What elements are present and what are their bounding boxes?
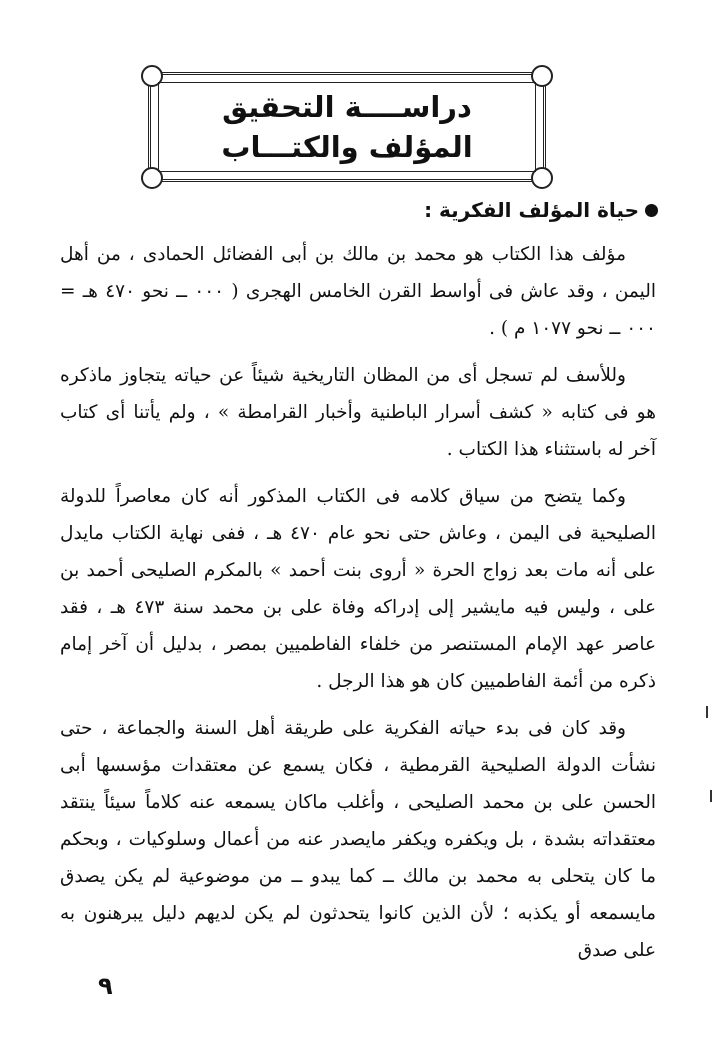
section-heading [424,198,658,222]
page-number: ٩ [98,972,113,1000]
page-title: دراســــة التحقيق [222,90,472,124]
title-frame [148,72,546,182]
scan-mark [710,790,712,802]
frame-ornament [531,65,553,87]
frame-ornament [141,167,163,189]
paragraph: وللأسف لم تسجل أى من المظان التاريخية شيئاً عن حياته يتجاوز ماذكره هو فى كتابه « كشف أسرار الباطنية وأخبار القرامطة » ، ولم يأتنا أى كتاب آخر له باستثناء هذا الكتاب . [60,365,656,460]
bullet-icon [645,204,658,217]
body-text [60,236,656,979]
paragraph: مؤلف هذا الكتاب هو محمد بن مالك بن أبى الفضائل الحمادى ، من أهل اليمن ، وقد عاش فى أواسط القرن الخامس الهجرى ( ٠٠٠ ــ نحو ٤٧٠ هـ = ٠٠٠ ــ نحو ١٠٧٧ م ) . [60,244,656,339]
scan-mark [706,706,708,718]
paragraph: وقد كان فى بدء حياته الفكرية على طريقة أهل السنة والجماعة ، حتى نشأت الدولة الصليحية القرمطية ، فكان يسمع عن معتقدات مؤسسها أبى الحسن على بن محمد الصليحى ، وأغلب ماكان يسمعه عنه كلاماً سيئاً ينتقد معتقداته بشدة ، بل ويكفره ويكفر مايصدر عنه من أعمال وسلوكيات ، وبحكم ما كان يتحلى به محمد بن مالك ــ كما يبدو ــ من موضوعية لم يكن يصدق مايسمعه أو يكذبه ؛ لأن الذين كانوا يتحدثون لم يكن لديهم دليل يبرهنون به على صدق [60,718,656,961]
frame-ornament [531,167,553,189]
section-heading-text: حياة المؤلف الفكرية : [424,198,639,222]
paragraph: وكما يتضح من سياق كلامه فى الكتاب المذكور أنه كان معاصراً للدولة الصليحية فى اليمن ، وعاش حتى نحو عام ٤٧٠ هـ ، ففى نهاية الكتاب مايدل على أنه مات بعد زواج الحرة « أروى بنت أحمد » بالمكرم الصليحى أحمد بن على ، وليس فيه مايشير إلى إدراكه وفاة على بن محمد سنة ٤٧٣ هـ ، فقد عاصر عهد الإمام المستنصر من خلفاء الفاطميين بمصر ، بدليل أن آخر إمام ذكره من أئمة الفاطميين كان هو هذا الرجل . [60,486,657,692]
page-subtitle: المؤلف والكتـــاب [221,130,473,164]
frame-ornament [141,65,163,87]
